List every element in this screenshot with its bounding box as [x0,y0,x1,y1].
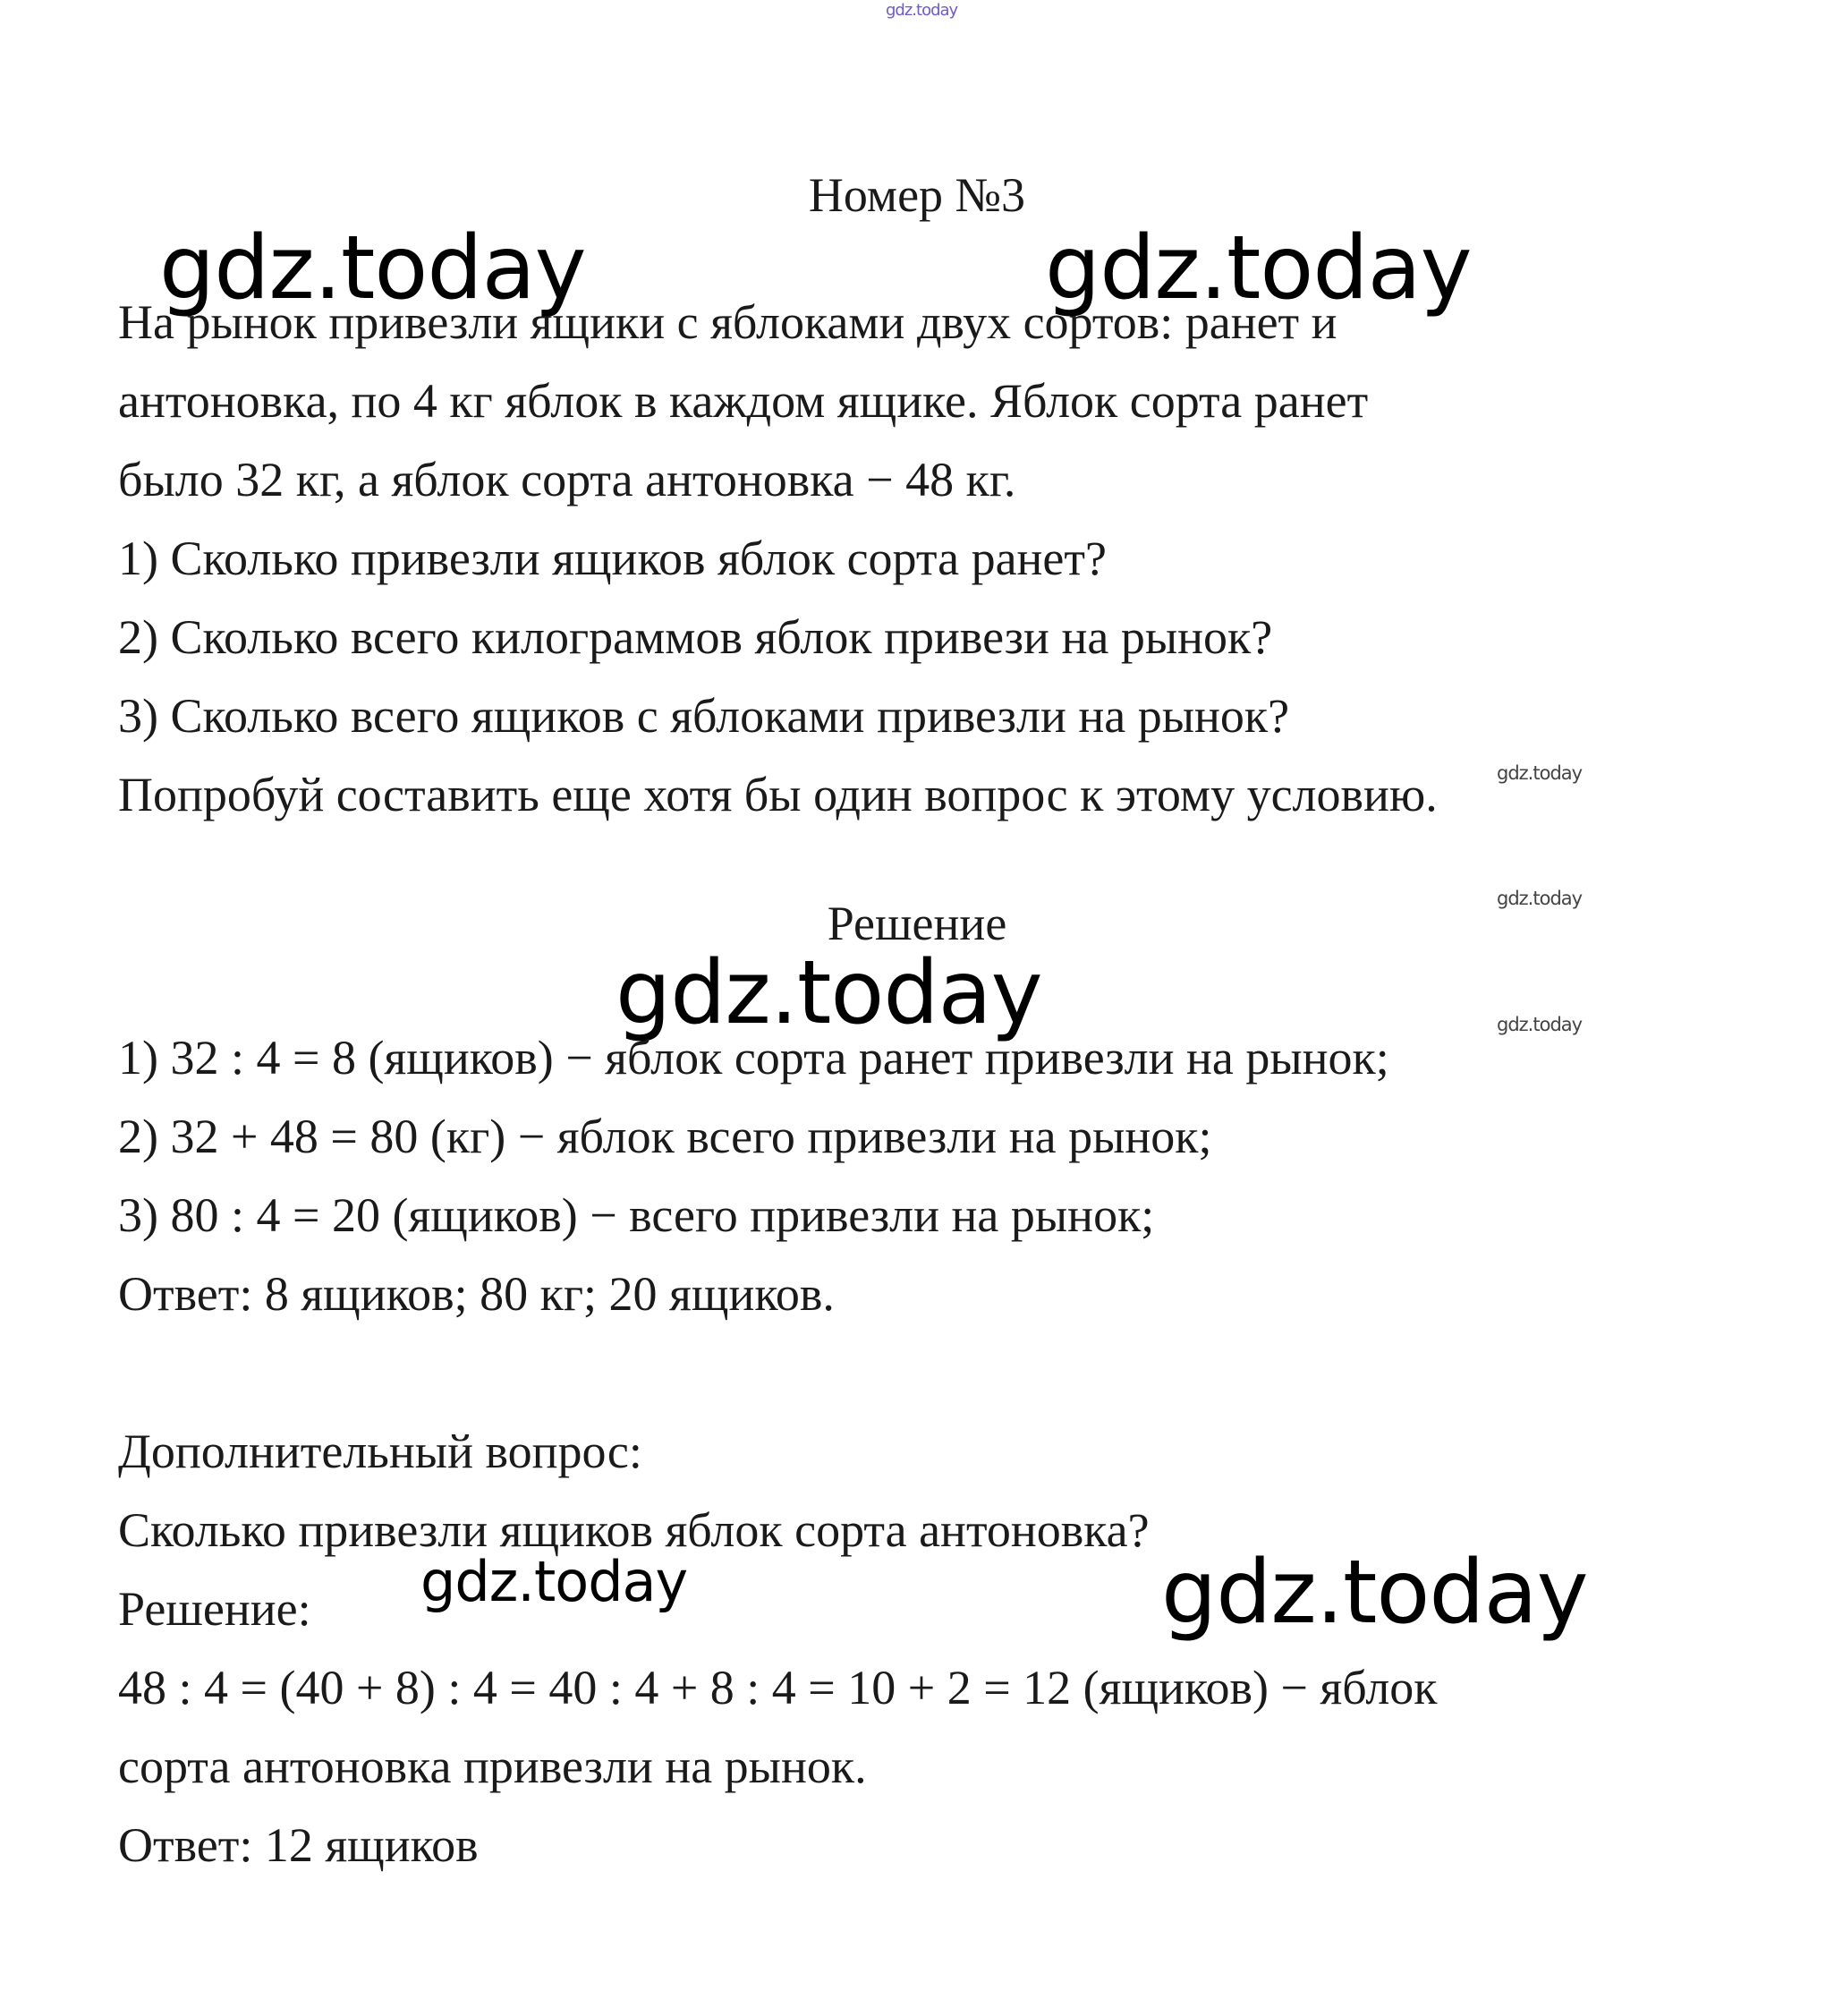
watermark-medium-1: gdz.today [420,1549,688,1614]
solution-step-2: 2) 32 + 48 = 80 (кг) − яблок всего привезли на рынок; [118,1110,1212,1163]
extra-question: Сколько привезли ящиков яблок сорта антоновка? [118,1503,1150,1557]
problem-line-3: было 32 кг, а яблок сорта антоновка − 48 кг. [118,453,1016,506]
watermark-large-1: gdz.today [159,217,586,319]
watermark-large-2: gdz.today [1045,217,1472,319]
extra-answer: Ответ: 12 ящиков [118,1818,479,1872]
question-2: 2) Сколько всего килограммов яблок привези на рынок? [118,610,1273,664]
extra-solution-line-2: сорта антоновка привезли на рынок. [118,1740,867,1793]
problem-line-1: На рынок привезли ящики с яблоками двух сортов: ранет и [118,295,1337,349]
watermark-large-4: gdz.today [1161,1542,1588,1644]
watermark-top: gdz.today [886,1,958,20]
solution-answer: Ответ: 8 ящиков; 80 кг; 20 ящиков. [118,1267,835,1321]
question-3: 3) Сколько всего ящиков с яблоками привезли на рынок? [118,689,1290,743]
watermark-small-3: gdz.today [1497,1014,1583,1035]
solution-step-1: 1) 32 : 4 = 8 (ящиков) − яблок сорта ранет привезли на рынок; [118,1031,1389,1085]
extra-solution-label: Решение: [118,1582,311,1636]
solution-step-3: 3) 80 : 4 = 20 (ящиков) − всего привезли на рынок; [118,1188,1155,1242]
watermark-large-3: gdz.today [616,942,1042,1044]
question-1: 1) Сколько привезли ящиков яблок сорта ранет? [118,532,1107,585]
extra-solution-line-1: 48 : 4 = (40 + 8) : 4 = 40 : 4 + 8 : 4 = 10 + 2 = 12 (ящиков) − яблок [118,1661,1438,1714]
problem-task-line: Попробуй составить еще хотя бы один вопрос к этому условию. [118,768,1438,821]
watermark-small-2: gdz.today [1497,888,1583,909]
solution-heading: Решение [827,897,1007,950]
extra-heading: Дополнительный вопрос: [118,1425,642,1478]
watermark-small-1: gdz.today [1497,762,1583,784]
page-title: Номер №3 [808,168,1026,222]
problem-line-2: антоновка, по 4 кг яблок в каждом ящике. Яблок сорта ранет [118,374,1369,428]
